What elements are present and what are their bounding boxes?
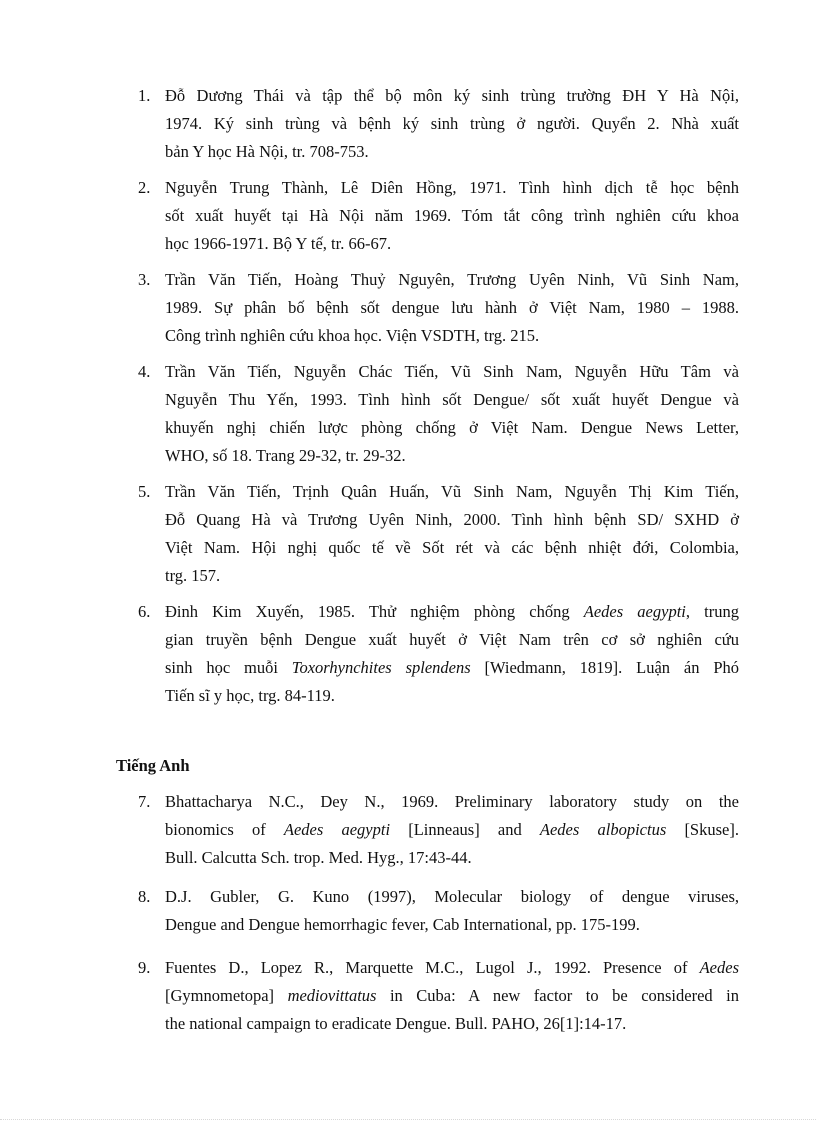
text-segment: [Wiedmann, 1819]. Luận án Phó	[470, 658, 739, 677]
reference-text	[165, 788, 739, 872]
text-segment: [Linneaus] and	[390, 820, 540, 839]
reference-line: the national campaign to eradicate Dengue. Bull. PAHO, 26[1]:14-17.	[165, 1014, 627, 1033]
species-name: Aedes aegypti	[283, 820, 391, 839]
species-name: Aedes albopictus	[539, 820, 667, 839]
reference-text	[165, 954, 739, 1038]
reference-text	[165, 478, 739, 590]
reference-line: Bull. Calcutta Sch. trop. Med. Hyg., 17:43-44.	[165, 848, 472, 867]
reference-line: WHO, số 18. Trang 29-32, tr. 29-32.	[165, 446, 406, 465]
reference-line	[165, 954, 739, 982]
reference-line	[165, 982, 739, 1010]
reference-line: Đỗ Quang Hà và Trương Uyên Ninh, 2000. Tình hình bệnh SD/ SXHD ở	[165, 510, 739, 529]
reference-line: Việt Nam. Hội nghị quốc tế về Sốt rét và các bệnh nhiệt đới, Colombia,	[165, 538, 739, 557]
reference-number: 7.	[138, 792, 151, 811]
reference-line: 1974. Ký sinh trùng và bệnh ký sinh trùng ở người. Quyển 2. Nhà xuất	[165, 114, 739, 133]
reference-line: học 1966-1971. Bộ Y tế, tr. 66-67.	[165, 234, 392, 253]
reference-line: Nguyễn Trung Thành, Lê Diên Hồng, 1971. Tình hình dịch tễ học bệnh	[165, 178, 739, 197]
reference-line: gian truyền bệnh Dengue xuất huyết ở Việt Nam trên cơ sở nghiên cứu	[165, 630, 739, 649]
reference-line: 1989. Sự phân bố bệnh sốt dengue lưu hành ở Việt Nam, 1980 – 1988.	[165, 298, 739, 317]
reference-line: Bhattacharya N.C., Dey N., 1969. Preliminary laboratory study on the	[165, 792, 739, 811]
reference-line: D.J. Gubler, G. Kuno (1997), Molecular biology of dengue viruses,	[165, 887, 739, 906]
reference-number: 3.	[138, 270, 151, 289]
species-name: mediovittatus	[287, 986, 377, 1005]
reference-line: Nguyễn Thu Yến, 1993. Tình hình sốt Dengue/ sốt xuất huyết Dengue và	[165, 390, 739, 409]
reference-line	[165, 816, 739, 844]
text-segment: [Skuse].	[666, 820, 739, 839]
text-segment: sinh học muỗi	[165, 658, 292, 677]
text-segment: Đinh Kim Xuyến, 1985. Thử nghiệm phòng chống	[165, 602, 584, 621]
reference-number: 5.	[138, 482, 151, 501]
reference-line: Công trình nghiên cứu khoa học. Viện VSDTH, trg. 215.	[165, 326, 540, 345]
reference-text	[165, 174, 739, 258]
reference-line: bản Y học Hà Nội, tr. 708-753.	[165, 142, 369, 161]
page-bottom-divider	[0, 1119, 816, 1120]
reference-line: sốt xuất huyết tại Hà Nội năm 1969. Tóm tắt công trình nghiên cứu khoa	[165, 206, 739, 225]
species-name: Aedes	[699, 958, 739, 977]
section-heading-english: Tiếng Anh	[116, 756, 190, 775]
reference-line	[165, 654, 739, 682]
reference-line: Trần Văn Tiến, Nguyễn Chác Tiến, Vũ Sinh Nam, Nguyễn Hữu Tâm và	[165, 362, 739, 381]
text-segment: Fuentes D., Lopez R., Marquette M.C., Lugol J., 1992. Presence of	[165, 958, 700, 977]
reference-number: 4.	[138, 362, 151, 381]
reference-line	[165, 598, 739, 626]
text-segment: , trung	[685, 602, 739, 621]
text-segment: bionomics of	[165, 820, 284, 839]
reference-number: 8.	[138, 887, 151, 906]
species-name: Toxorhynchites splendens	[291, 658, 471, 677]
text-segment: in Cuba: A new factor to be considered in	[376, 986, 739, 1005]
reference-line: Trần Văn Tiến, Hoàng Thuỷ Nguyên, Trương Uyên Ninh, Vũ Sinh Nam,	[165, 270, 739, 289]
reference-line: Trần Văn Tiến, Trịnh Quân Huấn, Vũ Sinh Nam, Nguyễn Thị Kim Tiến,	[165, 482, 739, 501]
reference-number: 6.	[138, 602, 151, 621]
reference-text	[165, 82, 739, 166]
reference-line: Đỗ Dương Thái và tập thể bộ môn ký sinh trùng trường ĐH Y Hà Nội,	[165, 86, 739, 105]
reference-text	[165, 883, 739, 939]
reference-number: 2.	[138, 178, 151, 197]
reference-line: Dengue and Dengue hemorrhagic fever, Cab International, pp. 175-199.	[165, 915, 640, 934]
reference-text	[165, 598, 739, 710]
reference-text	[165, 266, 739, 350]
text-segment: [Gymnometopa]	[165, 986, 288, 1005]
reference-line: khuyến nghị chiến lược phòng chống ở Việt Nam. Dengue News Letter,	[165, 418, 739, 437]
reference-number: 1.	[138, 86, 151, 105]
species-name: Aedes aegypti	[583, 602, 686, 621]
reference-line: Tiến sĩ y học, trg. 84-119.	[165, 686, 335, 705]
reference-text	[165, 358, 739, 470]
reference-number: 9.	[138, 958, 151, 977]
reference-line: trg. 157.	[165, 566, 221, 585]
